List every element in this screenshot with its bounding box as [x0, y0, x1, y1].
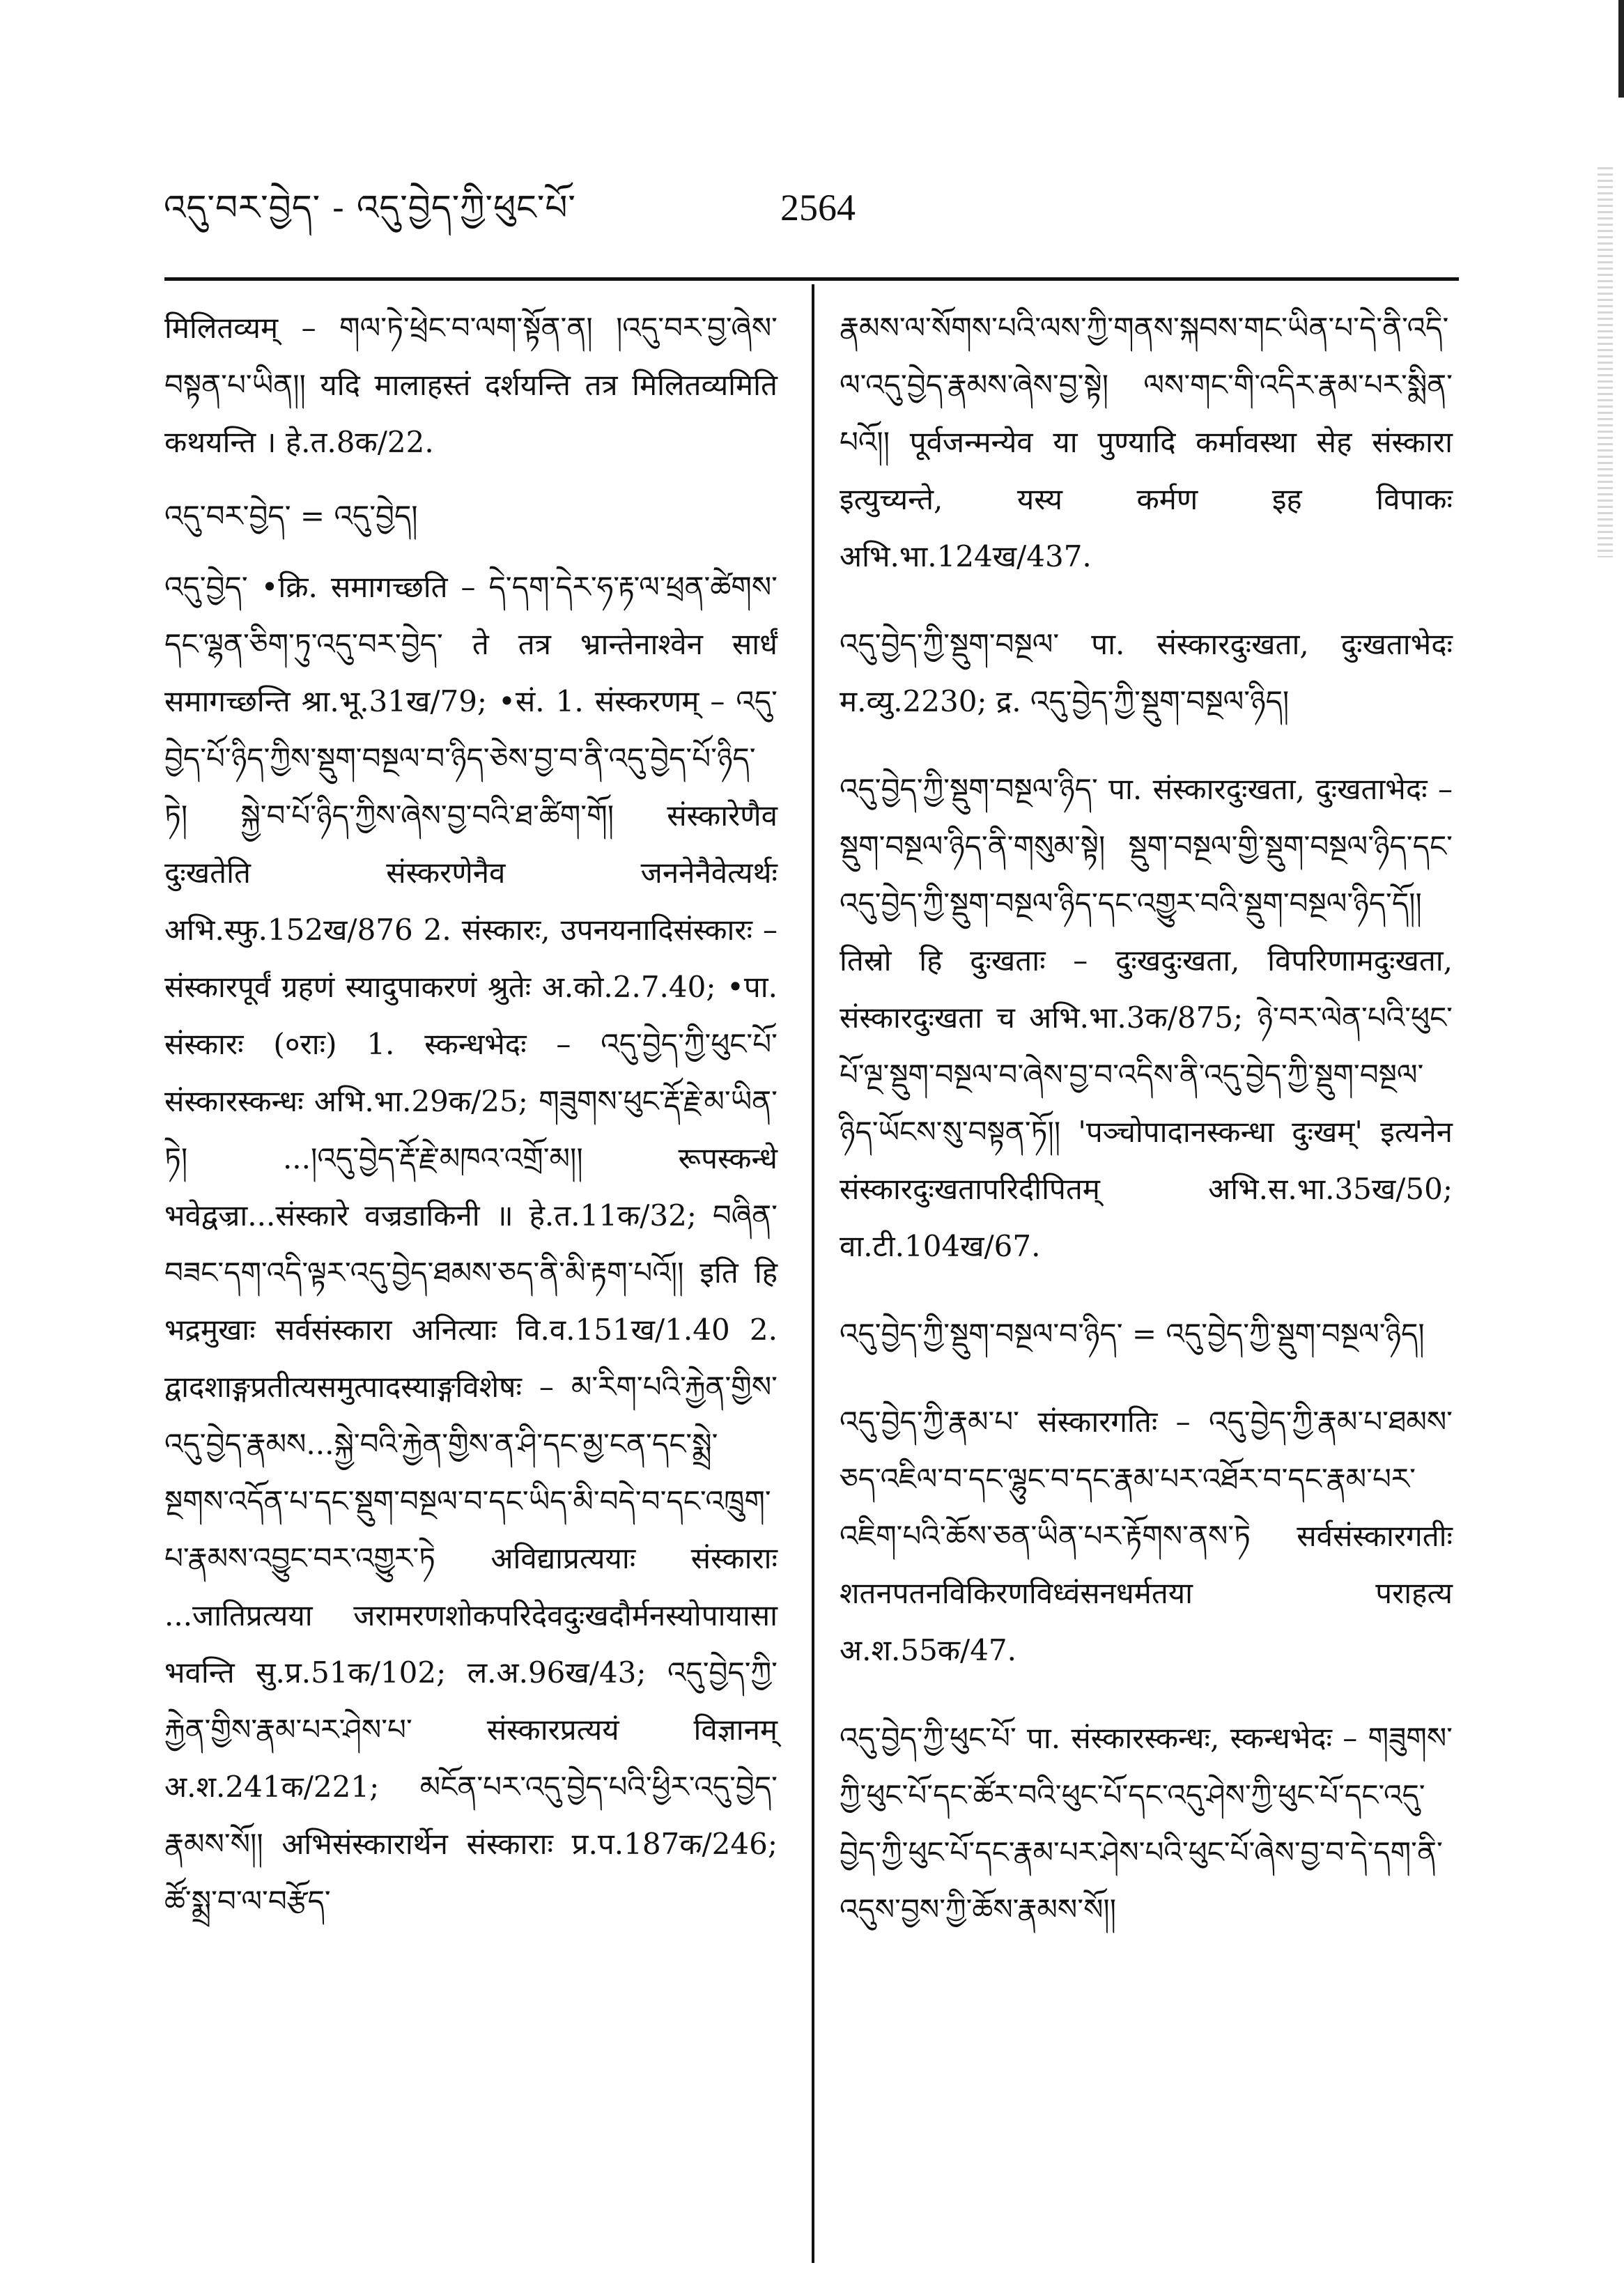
- entry-cross-reference: འདུ་བར་བྱེད་ = འདུ་བྱེད།: [164, 499, 418, 533]
- entry-samskara-duhkhata: འདུ་བྱེད་ཀྱི་སྡུག་བསྔལ་ पा. संस्कारदुःखता, दुःखताभेदः म.व्यु.2230; द्र. འདུ་བྱེད་ཀྱི་སྡུག་བསྔལ་ཉིད།: [840, 627, 1453, 718]
- entry-samskara-gati: འདུ་བྱེད་ཀྱི་རྣམ་པ་ संस्कारगतिः – འདུ་བྱེད་ཀྱི་རྣམ་པ་ཐམས་ཅད་འཇིལ་བ་དང་ལྷུང་བ་དང་རྣམ་པར་འཐོར་བ་དང་རྣམ་པར་འཇིག་པའི་ཆོས་ཅན་ཡིན་པར་རྟོགས་ནས་ཏེ सर्वसंस्कारगतीः शतनपतनविकिरणविध्वंसनधर्मतया पराहत्य अ.श.55क/47.: [840, 1405, 1453, 1667]
- column-divider: [812, 284, 814, 2263]
- entry-samskara-skandha: འདུ་བྱེད་ཀྱི་ཕུང་པོ་ पा. संस्कारस्कन्धः, स्कन्धभेदः – གཟུགས་ཀྱི་ཕུང་པོ་དང་ཚོར་བའི་ཕུང་པོ་དང་འདུ་ཤེས་ཀྱི་ཕུང་པོ་དང་འདུ་བྱེད་ཀྱི་ཕུང་པོ་དང་རྣམ་པར་ཤེས་པའི་ཕུང་པོ་ཞེས་བྱ་བ་དེ་དག་ནི་འདུས་བྱས་ཀྱི་ཆོས་རྣམས་སོ།།: [840, 1721, 1453, 1926]
- header-rule: [164, 277, 1459, 281]
- entry-samskara-duhkhata-nyid: འདུ་བྱེད་ཀྱི་སྡུག་བསྔལ་ཉིད་ पा. संस्कारदुःखता, दुःखताभेदः – སྡུག་བསྔལ་ཉིད་ནི་གསུམ་སྟེ། སྡུག་བསྔལ་གྱི་སྡུག་བསྔལ་ཉིད་དང་འདུ་བྱེད་ཀྱི་སྡུག་བསྔལ་ཉིད་དང་འགྱུར་བའི་སྡུག་བསྔལ་ཉིད་དོ།། तिस्रो हि दुःखताः – दुःखदुःखता, विपरिणामदुःखता, संस्कारदुःखता च अभि.भा.3क/875; ཉེ་བར་ལེན་པའི་ཕུང་པོ་ལྔ་སྡུག་བསྔལ་བ་ཞེས་བྱ་བ་འདིས་ནི་འདུ་བྱེད་ཀྱི་སྡུག་བསྔལ་ཉིད་ཡོངས་སུ་བསྟན་ཏོ།། 'पञ्चोपादानस्कन्धा दुःखम्' इत्यनेन संस्कारदुःखतापरिदीपितम् अभि.स.भा.35ख/50; वा.टी.104ख/67.: [840, 772, 1453, 1263]
- entry-continuation: རྣམས་ལ་སོགས་པའི་ལས་ཀྱི་གནས་སྐབས་གང་ཡིན་པ་དེ་ནི་འདི་ལ་འདུ་བྱེད་རྣམས་ཞེས་བྱ་སྟེ། ལས་གང་གི་འདིར་རྣམ་པར་སྨིན་པའོ།། पूर्वजन्मन्येव या पुण्यादि कर्मावस्था सेह संस्कारा इत्युच्यन्ते, यस्य कर्मण इह विपाकः अभि.भा.124ख/437.: [840, 311, 1453, 573]
- scan-edge-mark: [1618, 0, 1624, 98]
- entry-cross-reference: འདུ་བྱེད་ཀྱི་སྡུག་བསྔལ་བ་ཉིད་ = འདུ་བྱེད་ཀྱི་སྡུག་བསྔལ་ཉིད།: [840, 1317, 1425, 1351]
- entry-continuation: मिलितव्यम् – གལ་ཏེ་ཕྲེང་བ་ལག་སྟོན་ན། །འདུ་བར་བྱ་ཞེས་བསྟན་པ་ཡིན།། यदि मालाहस्तं दर्शयन्ति तत्र मिलितव्यमिति कथयन्ति । हे.त.8क/22.: [164, 311, 778, 459]
- entry-headword-du-byed: འདུ་བྱེད་ •क्रि. समागच्छति – དེ་དག་དེར་ཧ་རྟ་ལ་ཕྲན་ཚེགས་དང་ལྷན་ཅིག་ཏུ་འདུ་བར་བྱེད་ ते तत्र भ्रान्तेनाश्वेन सार्धं समागच्छन्ति श्रा.भू.31ख/79; •सं. 1. संस्करणम् – འདུ་བྱེད་པོ་ཉིད་ཀྱིས་སྡུག་བསྔལ་བ་ཉིད་ཅེས་བྱ་བ་ནི་འདུ་བྱེད་པོ་ཉིད་ཏེ། སྐྱེ་བ་པོ་ཉིད་ཀྱིས་ཞེས་བྱ་བའི་ཐ་ཚིག་གོ། संस्कारेणैव दुःखतेति संस्करणेनैव जननेनैवेत्यर्थः अभि.स्फु.152ख/876 2. संस्कारः, उपनयनादिसंस्कारः – संस्कारपूर्वं ग्रहणं स्यादुपाकरणं श्रुतेः अ.को.2.7.40; •पा. संस्कारः (०राः) 1. स्कन्धभेदः – འདུ་བྱེད་ཀྱི་ཕུང་པོ་ संस्कारस्कन्धः अभि.भा.29क/25; གཟུགས་ཕུང་རྡོ་རྗེ་མ་ཡིན་ཏེ། ...།འདུ་བྱེད་རྡོ་རྗེ་མཁའ་འགྲོ་མ།། रूपस्कन्धे भवेद्वज्रा...संस्कारे वज्रडाकिनी ॥ हे.त.11क/32; བཞིན་བཟང་དག་འདི་ལྟར་འདུ་བྱེད་ཐམས་ཅད་ནི་མི་རྟག་པའོ།། इति हि भद्रमुखाः सर्वसंस्कारा अनित्याः वि.व.151ख/1.40 2. द्वादशाङ्गप्रतीत्यसमुत्पादस्याङ्गविशेषः – མ་རིག་པའི་རྐྱེན་གྱིས་འདུ་བྱེད་རྣམས...སྐྱེ་བའི་རྐྱེན་གྱིས་ན་ཤི་དང་མྱ་ངན་དང་སྨྲེ་སྔགས་འདོན་པ་དང་སྡུག་བསྔལ་བ་དང་ཡིད་མི་བདེ་བ་དང་འཁྲུག་པ་རྣམས་འབྱུང་བར་འགྱུར་ཏེ अविद्याप्रत्ययाः संस्काराः ...जातिप्रत्यया जरामरणशोकपरिदेवदुःखदौर्मनस्योपायासा भवन्ति सु.प्र.51क/102; ल.अ.96ख/43; འདུ་བྱེད་ཀྱི་རྐྱེན་གྱིས་རྣམ་པར་ཤེས་པ་ संस्कारप्रत्ययं विज्ञानम् अ.श.241क/221; མངོན་པར་འདུ་བྱེད་པའི་ཕྱིར་འདུ་བྱེད་རྣམས་སོ།། अभिसंस्कारार्थेन संस्काराः प्र.प.187क/246; ཚོ་སྨྲ་བ་ལ་བརྩོད་: [164, 570, 778, 1918]
- left-column: [164, 300, 778, 1947]
- page-number: 2564: [780, 187, 856, 229]
- scan-noise-mark: [1598, 167, 1613, 557]
- right-column: [840, 300, 1453, 1969]
- running-head: འདུ་བར་བྱེད་ - འདུ་བྱེད་ཀྱི་ཕུང་པོ་: [164, 187, 576, 228]
